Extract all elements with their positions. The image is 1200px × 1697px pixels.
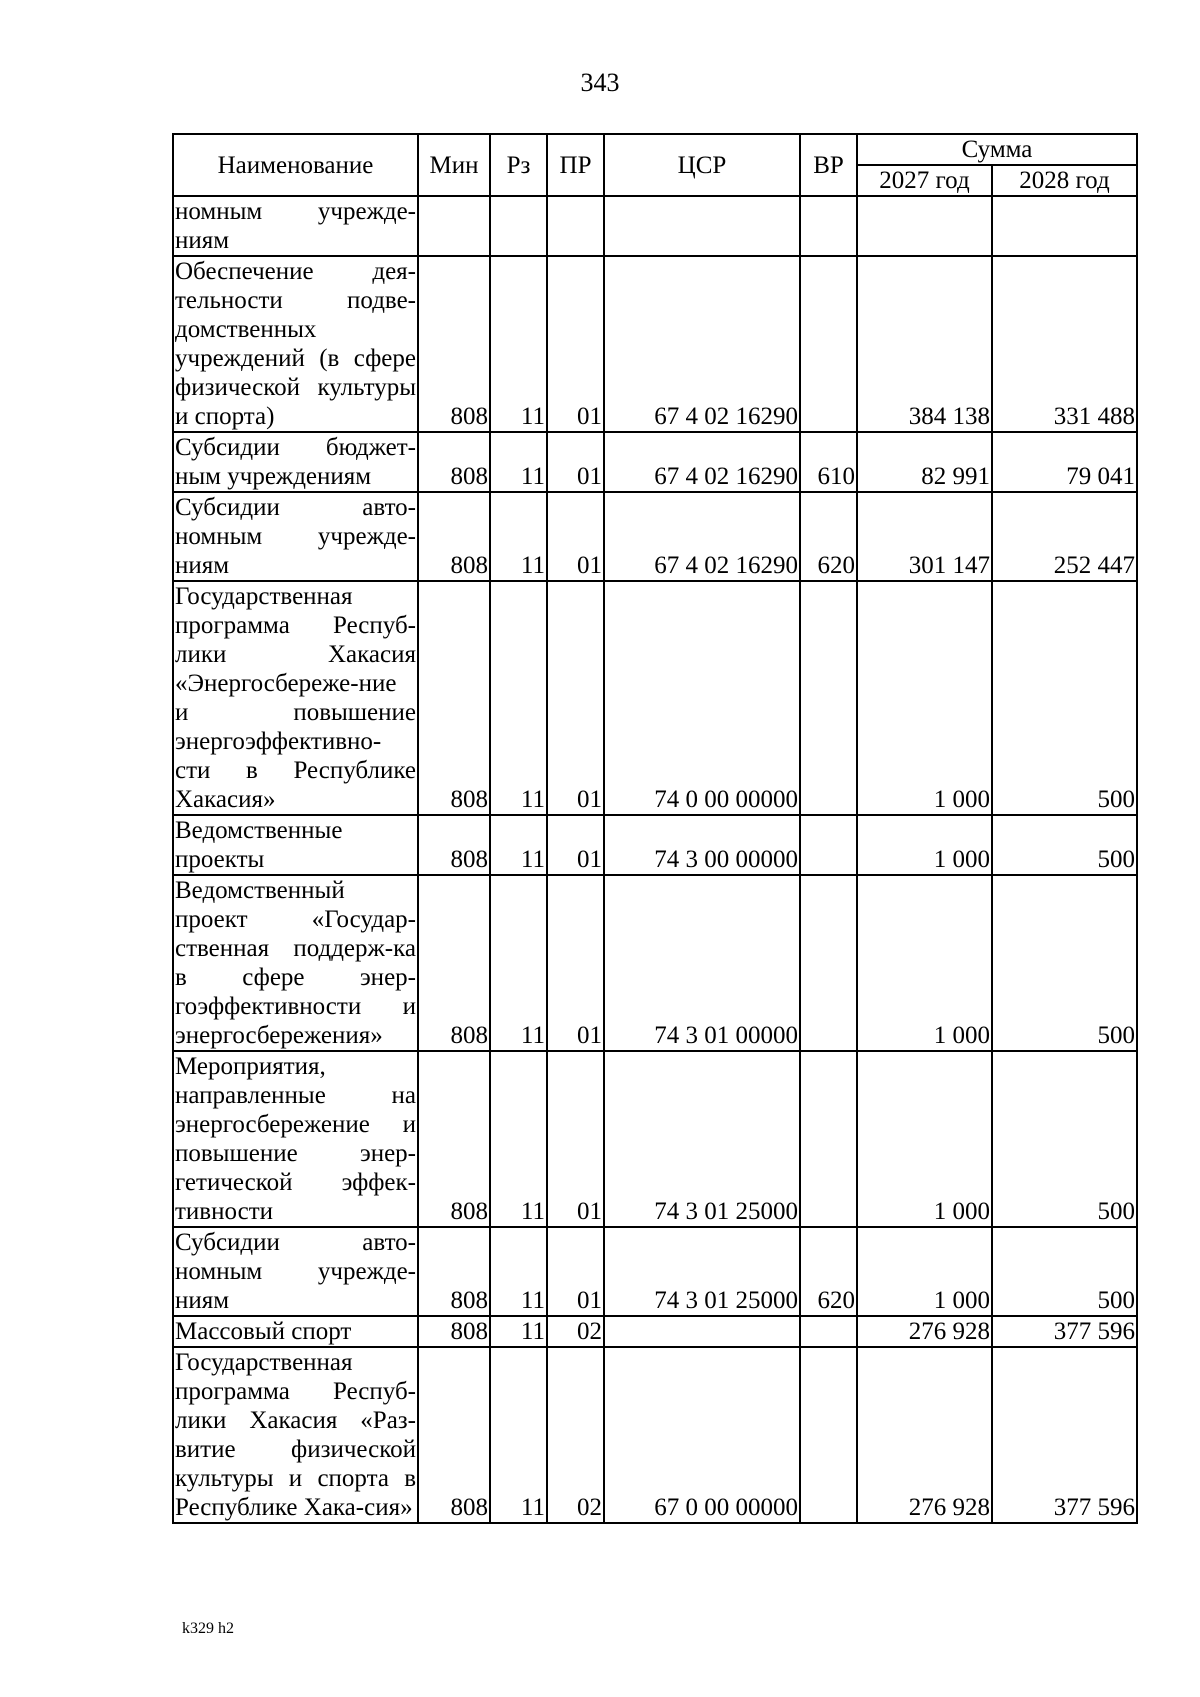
- table-row: [173, 815, 1137, 875]
- header-min: Мин: [418, 134, 490, 196]
- table-row: [173, 1051, 1137, 1227]
- cell-csr: 74 0 00 00000: [604, 581, 800, 815]
- table-row: [173, 1347, 1137, 1523]
- header-2027: 2027 год: [857, 165, 992, 196]
- cell-vr: [800, 256, 857, 432]
- cell-y2028: 500: [992, 581, 1137, 815]
- cell-vr: [800, 196, 857, 256]
- cell-pr: 01: [547, 432, 604, 492]
- table-row: [173, 1316, 1137, 1347]
- cell-rz: 11: [490, 815, 547, 875]
- cell-pr: [547, 196, 604, 256]
- table-row: [173, 432, 1137, 492]
- cell-y2027: 384 138: [857, 256, 992, 432]
- cell-name: Субсидии бюджет-ным учреждениям: [175, 434, 416, 490]
- cell-csr: 67 0 00 00000: [604, 1347, 800, 1523]
- table-row: [173, 256, 1137, 432]
- cell-vr: 620: [800, 492, 857, 581]
- cell-name: Субсидии авто-номным учрежде-ниям: [175, 1229, 416, 1314]
- header-name: Наименование: [173, 134, 418, 196]
- cell-min: 808: [418, 492, 490, 581]
- cell-name: номным учрежде-ниям: [175, 198, 416, 254]
- cell-rz: 11: [490, 1347, 547, 1523]
- cell-pr: 01: [547, 1227, 604, 1316]
- cell-vr: 610: [800, 432, 857, 492]
- cell-vr: 620: [800, 1227, 857, 1316]
- table-row: [173, 581, 1137, 815]
- cell-y2027: 276 928: [857, 1347, 992, 1523]
- cell-csr: [604, 196, 800, 256]
- cell-y2028: 252 447: [992, 492, 1137, 581]
- table-row: [173, 492, 1137, 581]
- cell-vr: [800, 1316, 857, 1347]
- cell-csr: 67 4 02 16290: [604, 256, 800, 432]
- cell-rz: 11: [490, 1051, 547, 1227]
- cell-pr: 01: [547, 581, 604, 815]
- cell-name: Государственная программа Респуб-лики Хакасия «Энергосбереже-ние и повышение энергоэффективно-сти в Республике Хакасия»: [175, 583, 416, 813]
- header-sum: Сумма: [857, 134, 1137, 165]
- cell-csr: [604, 1316, 800, 1347]
- budget-table: [172, 133, 1138, 1524]
- cell-name: Ведомственный проект «Государ-ственная поддерж-ка в сфере энер-гоэффективности и энергосбережения»: [175, 877, 416, 1049]
- cell-vr: [800, 581, 857, 815]
- cell-y2028: 500: [992, 875, 1137, 1051]
- cell-rz: 11: [490, 875, 547, 1051]
- cell-min: 808: [418, 432, 490, 492]
- cell-min: 808: [418, 256, 490, 432]
- cell-min: 808: [418, 1227, 490, 1316]
- cell-y2027: 82 991: [857, 432, 992, 492]
- cell-csr: 67 4 02 16290: [604, 432, 800, 492]
- cell-name: Обеспечение дея-тельности подве-домственных учреждений (в сфере физической культуры и спорта): [175, 258, 416, 430]
- cell-min: 808: [418, 1347, 490, 1523]
- cell-min: 808: [418, 815, 490, 875]
- cell-csr: 74 3 01 25000: [604, 1227, 800, 1316]
- cell-rz: 11: [490, 581, 547, 815]
- cell-y2027: 1 000: [857, 581, 992, 815]
- header-pr: ПР: [547, 134, 604, 196]
- cell-y2027: 301 147: [857, 492, 992, 581]
- cell-y2028: 377 596: [992, 1316, 1137, 1347]
- cell-y2028: 331 488: [992, 256, 1137, 432]
- header-vr: ВР: [800, 134, 857, 196]
- header-2028: 2028 год: [992, 165, 1137, 196]
- cell-y2028: 79 041: [992, 432, 1137, 492]
- cell-vr: [800, 1051, 857, 1227]
- cell-rz: 11: [490, 1227, 547, 1316]
- cell-name: Массовый спорт: [173, 1316, 418, 1347]
- cell-name: Субсидии авто-номным учрежде-ниям: [175, 494, 416, 579]
- table-row: [173, 196, 1137, 256]
- cell-name: Мероприятия, направленные на энергосбережение и повышение энер-гетической эффек-тивности: [175, 1053, 416, 1225]
- table-row: [173, 1227, 1137, 1316]
- cell-y2027: [857, 196, 992, 256]
- cell-y2028: 500: [992, 1227, 1137, 1316]
- cell-min: [418, 196, 490, 256]
- cell-csr: 74 3 00 00000: [604, 815, 800, 875]
- cell-pr: 02: [547, 1347, 604, 1523]
- header-csr: ЦСР: [604, 134, 800, 196]
- cell-rz: 11: [490, 492, 547, 581]
- header-rz: Рз: [490, 134, 547, 196]
- cell-csr: 67 4 02 16290: [604, 492, 800, 581]
- footer-code: k329 h2: [182, 1620, 234, 1637]
- cell-pr: 01: [547, 492, 604, 581]
- cell-pr: 02: [547, 1316, 604, 1347]
- cell-pr: 01: [547, 256, 604, 432]
- cell-min: 808: [418, 581, 490, 815]
- cell-pr: 01: [547, 875, 604, 1051]
- cell-name: Ведомственные проекты: [173, 815, 418, 875]
- cell-y2028: 500: [992, 815, 1137, 875]
- cell-y2027: 276 928: [857, 1316, 992, 1347]
- cell-y2027: 1 000: [857, 815, 992, 875]
- cell-y2027: 1 000: [857, 1051, 992, 1227]
- cell-min: 808: [418, 875, 490, 1051]
- cell-name: Государственная программа Респуб-лики Хакасия «Раз-витие физической культуры и спорта в Республике Хака-сия»: [175, 1349, 416, 1521]
- cell-rz: [490, 196, 547, 256]
- page-number: 343: [580, 68, 620, 97]
- cell-y2027: 1 000: [857, 875, 992, 1051]
- cell-y2028: [992, 196, 1137, 256]
- cell-vr: [800, 815, 857, 875]
- cell-rz: 11: [490, 432, 547, 492]
- cell-vr: [800, 1347, 857, 1523]
- cell-min: 808: [418, 1051, 490, 1227]
- cell-rz: 11: [490, 1316, 547, 1347]
- cell-vr: [800, 875, 857, 1051]
- cell-pr: 01: [547, 1051, 604, 1227]
- cell-csr: 74 3 01 25000: [604, 1051, 800, 1227]
- cell-csr: 74 3 01 00000: [604, 875, 800, 1051]
- table-row: [173, 875, 1137, 1051]
- cell-y2028: 377 596: [992, 1347, 1137, 1523]
- cell-min: 808: [418, 1316, 490, 1347]
- cell-y2028: 500: [992, 1051, 1137, 1227]
- cell-y2027: 1 000: [857, 1227, 992, 1316]
- cell-pr: 01: [547, 815, 604, 875]
- cell-rz: 11: [490, 256, 547, 432]
